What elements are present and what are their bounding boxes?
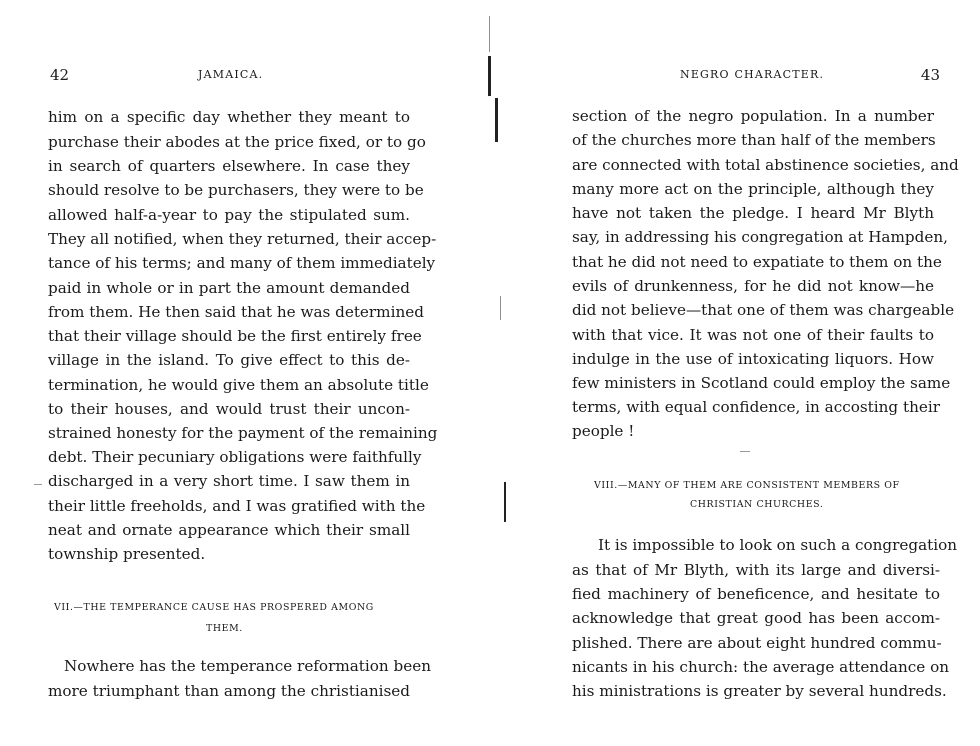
section-heading-cont: THEM. <box>206 623 243 634</box>
text-line: township presented. <box>48 545 206 563</box>
text-line: evils of drunkenness, for he did not know—he <box>572 277 934 295</box>
binding-shadow <box>504 482 506 522</box>
text-line: did not believe—that one of them was chargeable <box>572 301 955 319</box>
text-line: say, in addressing his congregation at Hampden, <box>572 228 948 246</box>
text-line: that he did not need to expatiate to them on the <box>572 253 942 271</box>
text-line: discharged in a very short time. I saw them in <box>48 472 410 490</box>
running-head-left <box>48 66 410 86</box>
text-line: their little freeholds, and I was gratified with the <box>48 497 426 515</box>
text-line: tance of his terms; and many of them immediately <box>48 254 436 272</box>
running-title: JAMAICA. <box>198 68 264 81</box>
text-line: from them. He then said that he was determined <box>48 303 424 321</box>
text-line: neat and ornate appearance which their small <box>48 521 410 539</box>
running-head-right <box>572 66 940 86</box>
text-line: people ! <box>572 422 635 440</box>
text-line: section of the negro population. In a number <box>572 107 934 125</box>
running-title: NEGRO CHARACTER. <box>680 68 825 81</box>
binding-shadow <box>488 56 491 96</box>
text-line: should resolve to be purchasers, they were to be <box>48 181 424 199</box>
binding-shadow <box>500 296 501 320</box>
text-line: purchase their abodes at the price fixed, or to go <box>48 133 426 151</box>
page-number: 42 <box>50 66 70 84</box>
text-line: his ministrations is greater by several hundreds. <box>572 682 947 700</box>
text-line: strained honesty for the payment of the remaining <box>48 424 438 442</box>
text-line: in search of quarters elsewhere. In case they <box>48 157 410 175</box>
text-line: village in the island. To give effect to this de- <box>48 351 410 369</box>
page-number: 43 <box>920 66 940 84</box>
text-line: many more act on the principle, although they <box>572 180 934 198</box>
text-line: termination, he would give them an absolute title <box>48 376 429 394</box>
text-line: him on a specific day whether they meant to <box>48 108 410 126</box>
text-line: debt. Their pecuniary obligations were faithfully <box>48 448 422 466</box>
binding-shadow <box>489 16 490 52</box>
text-line: acknowledge that great good has been accom- <box>572 609 940 627</box>
section-heading-cont: CHRISTIAN CHURCHES. <box>690 499 824 510</box>
text-line: to their houses, and would trust their uncon- <box>48 400 410 418</box>
text-line: terms, with equal confidence, in accosting their <box>572 398 940 416</box>
paper-speck <box>34 484 42 485</box>
text-line: They all notified, when they returned, their accep- <box>48 230 437 248</box>
section-heading: VIII.—MANY OF THEM ARE CONSISTENT MEMBERS OF <box>594 480 900 491</box>
text-line: paid in whole or in part the amount demanded <box>48 279 410 297</box>
text-line: fied machinery of beneficence, and hesitate to <box>572 585 940 603</box>
text-line: indulge in the use of intoxicating liquors. How <box>572 350 934 368</box>
text-line: are connected with total abstinence societies, and <box>572 156 959 174</box>
text-line: with that vice. It was not one of their faults to <box>572 326 934 344</box>
binding-shadow <box>495 98 498 142</box>
section-heading: VII.—THE TEMPERANCE CAUSE HAS PROSPERED AMONG <box>54 602 374 613</box>
text-line: It is impossible to look on such a congregation <box>598 536 958 554</box>
text-line: plished. There are about eight hundred commu- <box>572 634 942 652</box>
text-line: have not taken the pledge. I heard Mr Blyth <box>572 204 934 222</box>
text-line: as that of Mr Blyth, with its large and diversi- <box>572 561 940 579</box>
text-line: few ministers in Scotland could employ the same <box>572 374 951 392</box>
text-line: nicants in his church: the average attendance on <box>572 658 950 676</box>
text-line: more triumphant than among the christianised <box>48 682 410 700</box>
left-page <box>48 0 438 746</box>
right-page <box>572 0 959 746</box>
text-line: of the churches more than half of the members <box>572 131 936 149</box>
text-line: Nowhere has the temperance reformation been <box>64 657 431 675</box>
text-line: that their village should be the first entirely free <box>48 327 422 345</box>
text-line: allowed half-a-year to pay the stipulated sum. <box>48 206 410 224</box>
